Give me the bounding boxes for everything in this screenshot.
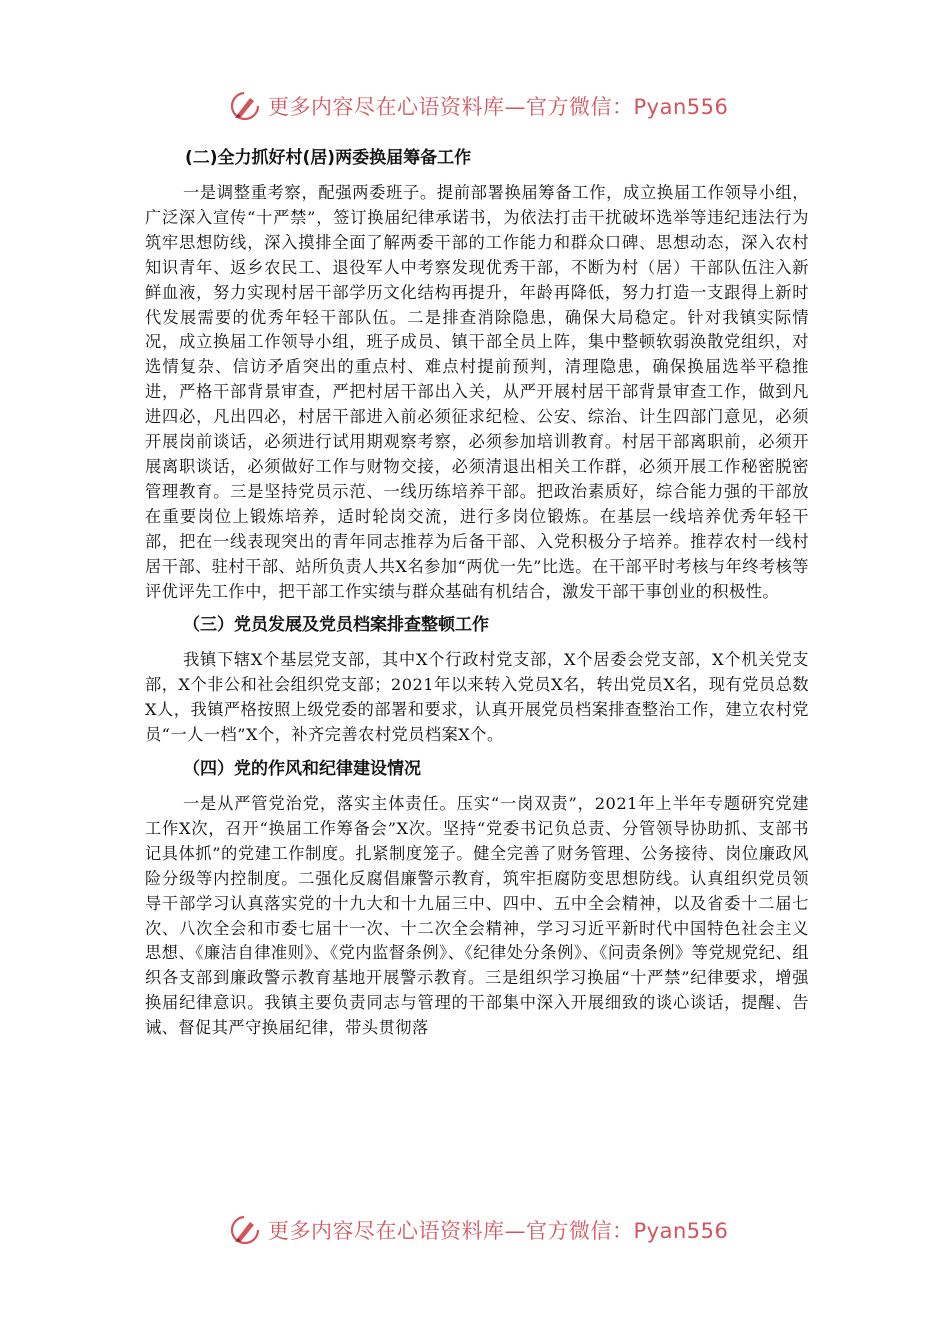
- pen-nib-logo-icon: [228, 1213, 262, 1247]
- watermark-text: 更多内容尽在心语资料库—官方微信：Pyan556: [268, 95, 729, 119]
- section-heading-4: （四）党的作风和纪律建设情况: [183, 759, 421, 780]
- section-heading-2: (二)全力抓好村(居)两委换届筹备工作: [185, 148, 472, 168]
- watermark-header: [228, 88, 728, 124]
- pen-nib-logo-icon: [228, 89, 262, 123]
- section-2-paragraph: 一是调整重考察，配强两委班子。提前部署换届筹备工作，成立换届工作领导小组，广泛深入宣传“十严禁”，签订换届纪律承诺书，为依法打击干扰破坏选举等违纪违法行为筑牢思想防线，深入摸排全面了解两委干部的工作能力和群众口碑、思想动态，深入农村知识青年、返乡农民工、退役军人中考察发现优秀干部，不断为村（居）干部队伍注入新鲜血液，努力实现村居干部学历文化结构再提升，年龄再降低，努力打造一支跟得上新时代发展需要的优秀年轻干部队伍。二是排查消除隐患，确保大局稳定。针对我镇实际情况，成立换届工作领导小组，班子成员、镇干部全员上阵，集中整顿软弱涣散党组织，对选情复杂、信访矛盾突出的重点村、难点村提前预判，清理隐患，确保换届选举平稳推进，严格干部背景审查，严把村居干部出入关，从严开展村居干部背景审查工作，做到凡进四必，凡出四必，村居干部进入前必须征求纪检、公安、综治、计生四部门意见，必须开展岗前谈话，必须进行试用期观察考察，必须参加培训教育。村居干部离职前，必须开展离职谈话，必须做好工作与财物交接，必须清退出相关工作群，必须开展工作秘密脱密管理教育。三是坚持党员示范、一线历练培养干部。把政治素质好，综合能力强的干部放在重要岗位上锻炼培养，适时轮岗交流，进行多岗位锻炼。在基层一线培养优秀年轻干部，把在一线表现突出的青年同志推荐为后备干部、入党积极分子培养。推荐农村一线村居干部、驻村干部、站所负责人共X名参加“两优一先”比选。在干部平时考核与年终考核等评优评先工作中，把干部工作实绩与群众基础有机结合，激发干部干事创业的积极性。: [145, 183, 809, 601]
- document-body: [145, 146, 809, 1041]
- section-4-paragraph: 一是从严管党治党，落实主体责任。压实“一岗双责”，2021年上半年专题研究党建工作X次，召开“换届工作筹备会”X次。坚持“党委书记负总责、分管领导协助抓、支部书记具体抓”的党建工作制度。扎紧制度笼子。健全完善了财务管理、公务接待、岗位廉政风险分级等内控制度。二强化反腐倡廉警示教育，筑牢拒腐防变思想防线。认真组织党员领导干部学习认真落实党的十九大和十九届三中、四中、五中全会精神，以及省委十二届七次、八次全会和市委七届十一次、十二次全会精神，学习习近平新时代中国特色社会主义思想、《廉洁自律准则》、《党内监督条例》、《纪律处分条例》、《问责条例》等党规党纪、组织各支部到廉政警示教育基地开展警示教育。三是组织学习换届“十严禁”纪律要求，增强换届纪律意识。我镇主要负责同志与管理的干部集中深入开展细致的谈心谈话，提醒、告诫、督促其严守换届纪律，带头贯彻落: [145, 794, 809, 1038]
- watermark-footer: [228, 1212, 728, 1248]
- watermark-text: 更多内容尽在心语资料库—官方微信：Pyan556: [268, 1219, 729, 1243]
- section-3-paragraph: 我镇下辖X个基层党支部，其中X个行政村党支部，X个居委会党支部，X个机关党支部，X个非公和社会组织党支部；2021年以来转入党员X名，转出党员X名，现有党员总数X人，我镇严格按照上级党委的部署和要求，认真开展党员档案排查整治工作，建立农村党员“一人一档”X个，补齐完善农村党员档案X个。: [145, 650, 809, 745]
- section-heading-3: （三）党员发展及党员档案排查整顿工作: [183, 615, 489, 636]
